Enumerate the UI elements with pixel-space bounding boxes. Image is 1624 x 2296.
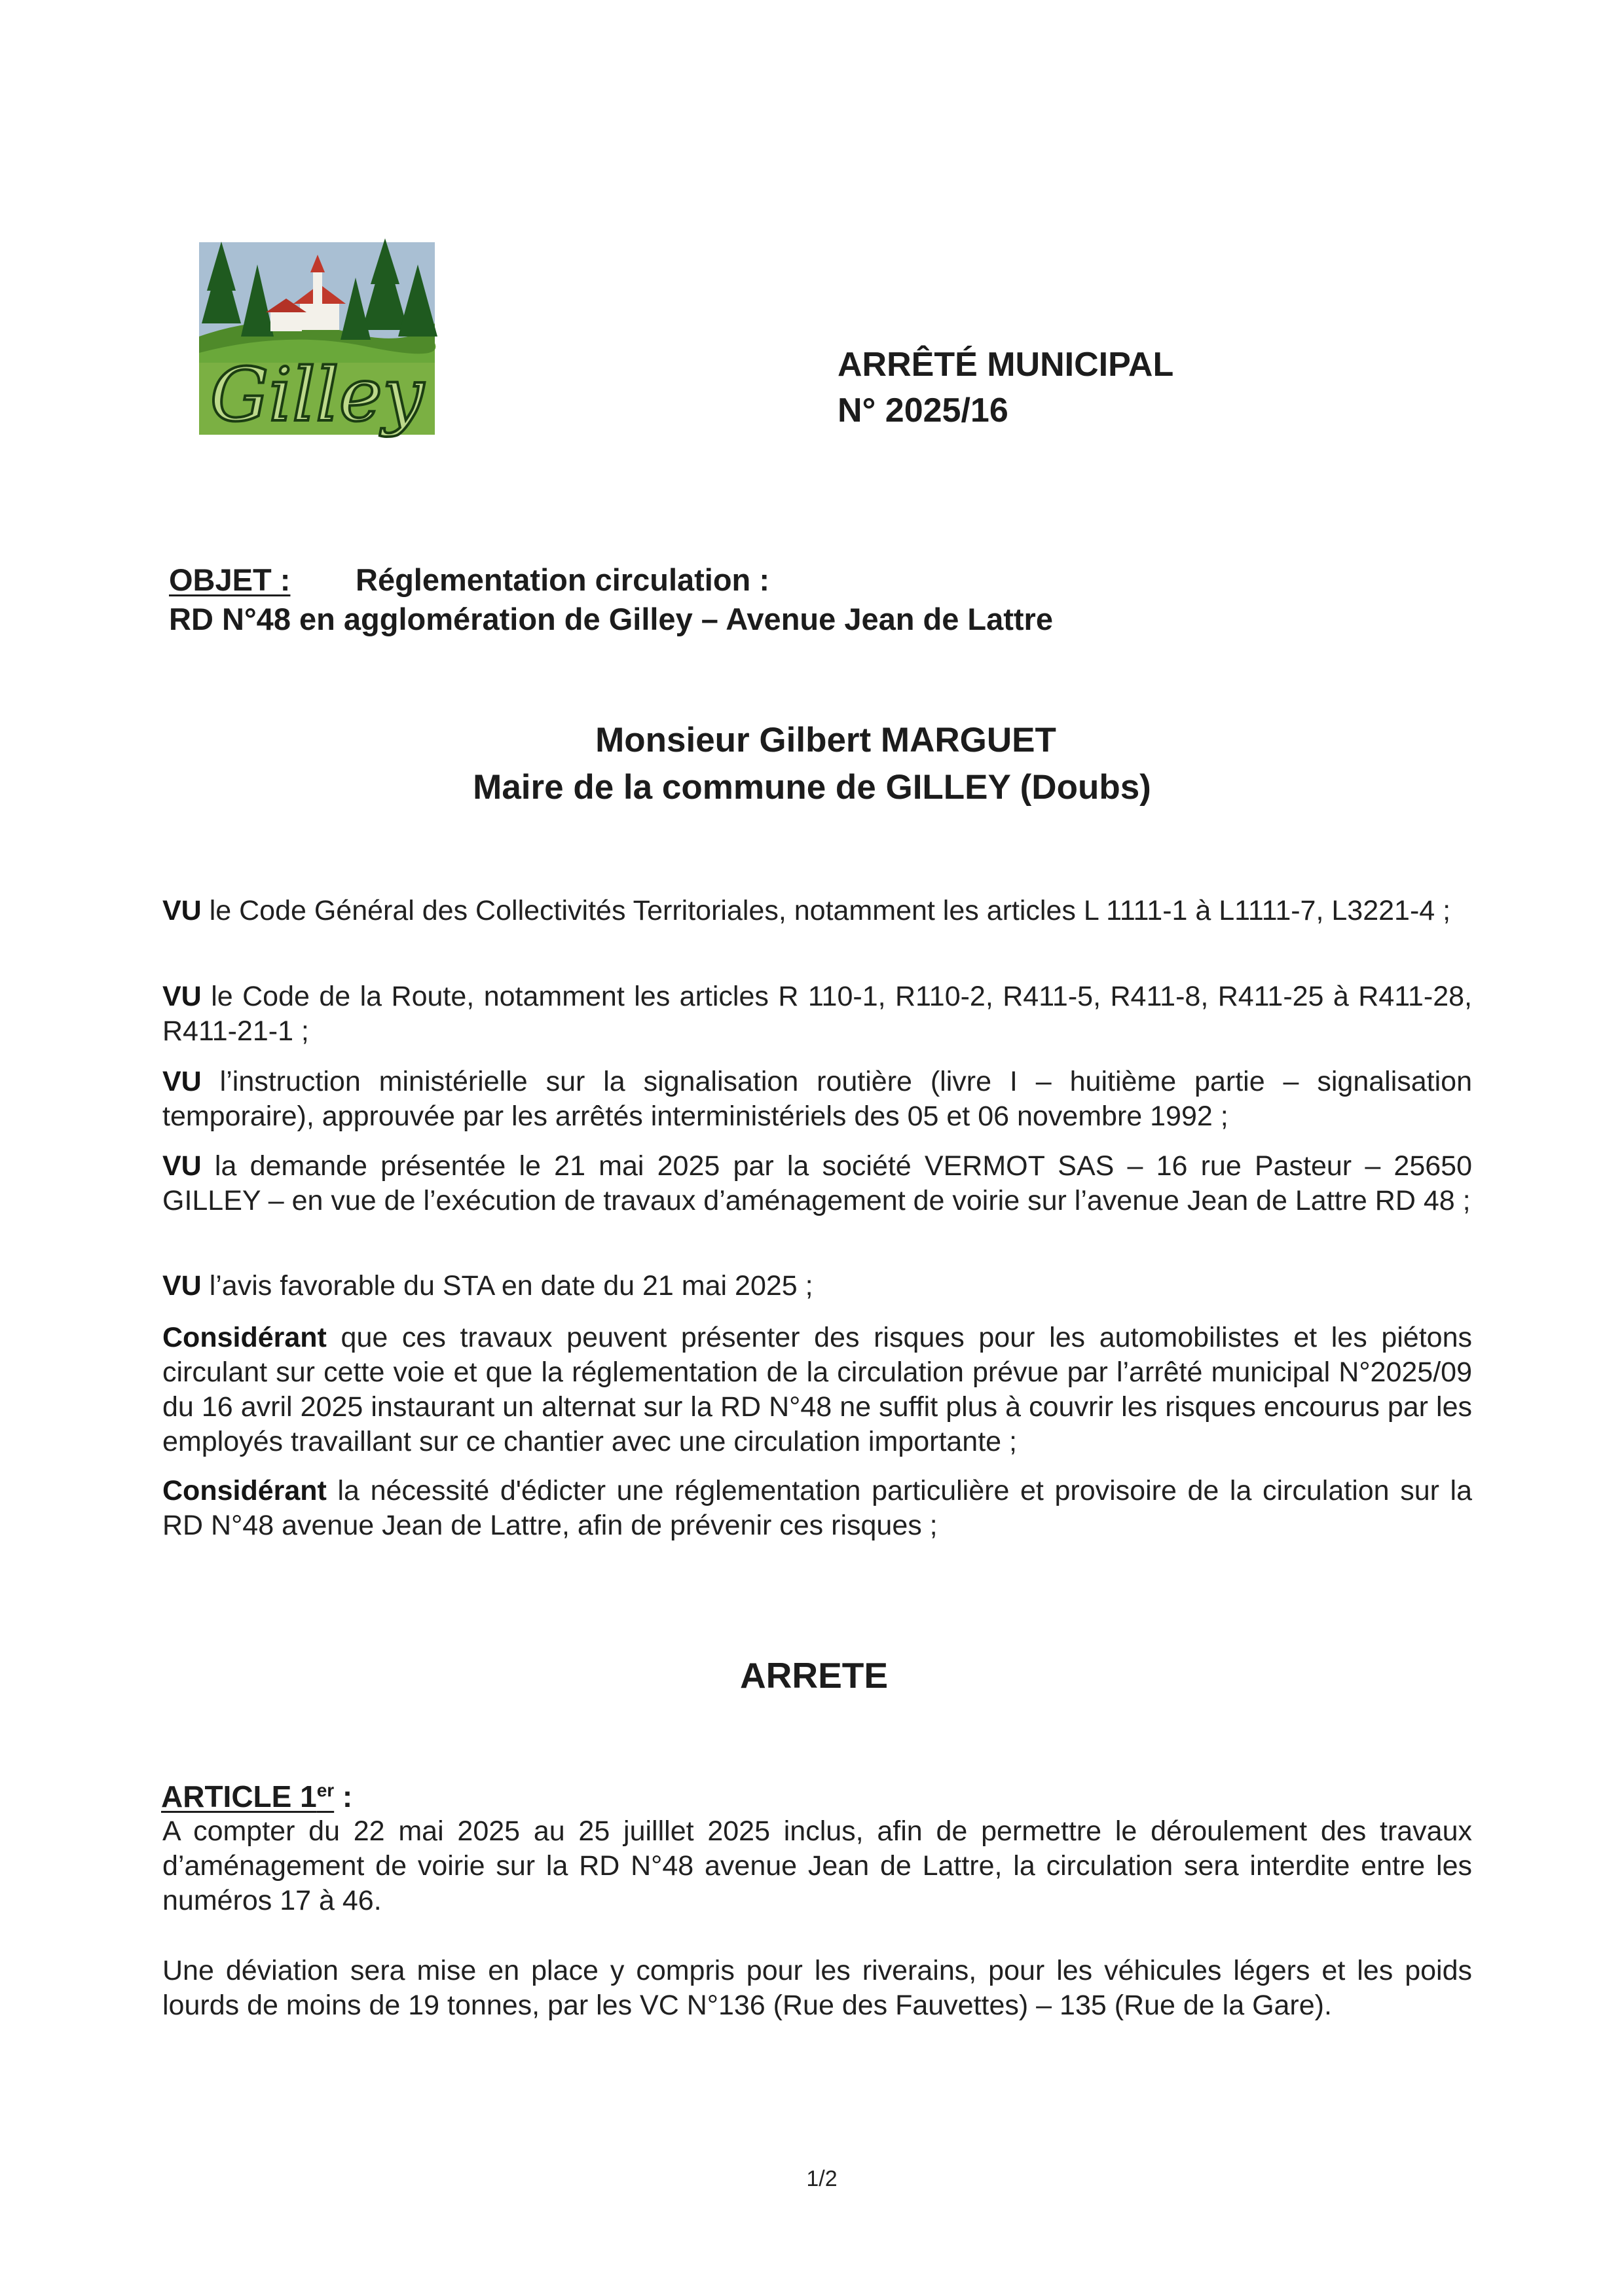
article-1-title-sup: er — [316, 1780, 335, 1800]
visa-text: l’avis favorable du STA en date du 21 mai 2025 ; — [209, 1270, 813, 1302]
visa-text: le Code Général des Collectivités Territoriales, notamment les articles L 1111-1 à L1111-7, L3221-4 ; — [209, 895, 1451, 926]
visa-lead: VU — [162, 895, 202, 926]
visa-paragraph — [162, 979, 1472, 1049]
objet-label: OBJET : — [169, 562, 291, 597]
gilley-logo — [195, 238, 439, 438]
visa-paragraph — [162, 1269, 1472, 1303]
title-line-1: ARRÊTÉ MUNICIPAL — [838, 346, 1174, 384]
title-line-2: N° 2025/16 — [838, 392, 1008, 429]
visa-paragraph — [162, 1065, 1472, 1134]
considerant-lead: Considérant — [162, 1475, 327, 1506]
objet-line-1: Réglementation circulation : — [356, 562, 769, 597]
visa-lead: VU — [162, 1150, 202, 1182]
visa-lead: VU — [162, 1270, 202, 1302]
article-1-title — [161, 1778, 352, 1815]
considerant-paragraph — [162, 1321, 1472, 1459]
logo-lettering: Gilley — [210, 353, 424, 438]
article-1-title-colon: : — [334, 1779, 353, 1813]
visa-text: la demande présentée le 21 mai 2025 par la société VERMOT SAS – 16 rue Pasteur – 25650 GILLEY – en vue de l’exécution de travaux d’aménagement de voirie sur l’avenue Jean de Lattre RD 48 ; — [162, 1150, 1472, 1216]
objet-block — [169, 560, 1053, 639]
visa-text: le Code de la Route, notamment les articles R 110-1, R110-2, R411-5, R411-8, R411-25 à R411-28, R411-21-1 ; — [162, 981, 1472, 1047]
mayor-block — [0, 717, 1624, 811]
visa-paragraph — [162, 1149, 1472, 1218]
considerant-text: la nécessité d'édicter une réglementation particulière et provisoire de la circulation sur la RD N°48 avenue Jean de Lattre, afin de prévenir ces risques ; — [162, 1475, 1472, 1541]
document-title — [838, 342, 1173, 433]
article-1-paragraph-1: A compter du 22 mai 2025 au 25 juilllet 2025 inclus, afin de permettre le déroulement des travaux d’aménagement de voirie sur la RD N°48 avenue Jean de Lattre, la circulation sera interdite entre les numéros 17 à 46. — [162, 1815, 1472, 1916]
article-1-paragraph-2: Une déviation sera mise en place y compris pour les riverains, pour les véhicules légers et les poids lourds de moins de 19 tonnes, par les VC N°136 (Rue des Fauvettes) – 135 (Rue de la Gare). — [162, 1955, 1472, 2021]
page-number: 1/2 — [806, 2166, 838, 2191]
visa-lead: VU — [162, 981, 202, 1012]
visa-text: l’instruction ministérielle sur la signalisation routière (livre I – huitième partie – signalisation temporaire), approuvée par les arrêtés interministériels des 05 et 06 novembre 1992 ; — [162, 1066, 1473, 1132]
mayor-title: Maire de la commune de GILLEY (Doubs) — [473, 768, 1151, 807]
article-1-title-text: ARTICLE 1 — [161, 1779, 317, 1813]
considerant-lead: Considérant — [162, 1322, 327, 1353]
considerant-paragraph — [162, 1474, 1472, 1543]
visa-paragraph — [162, 894, 1472, 928]
decision-heading-text: ARRETE — [739, 1655, 889, 1696]
visa-lead: VU — [162, 1066, 202, 1097]
objet-line-2: RD N°48 en agglomération de Gilley – Avenue Jean de Lattre — [169, 602, 1053, 636]
mayor-name: Monsieur Gilbert MARGUET — [595, 721, 1056, 759]
gilley-logo-image — [195, 238, 439, 438]
considerant-text: que ces travaux peuvent présenter des risques pour les automobilistes et les piétons circulant sur cette voie et que la réglementation de la circulation prévue par l’arrêté municipal N°2025/09 du 16 avril 2025 instaurant un alternat sur la RD N°48 ne suffit plus à couvrir les risques encourus par les employés travaillant sur ce chantier avec une circulation importante ; — [162, 1322, 1472, 1457]
decision-heading — [0, 1652, 1624, 1698]
